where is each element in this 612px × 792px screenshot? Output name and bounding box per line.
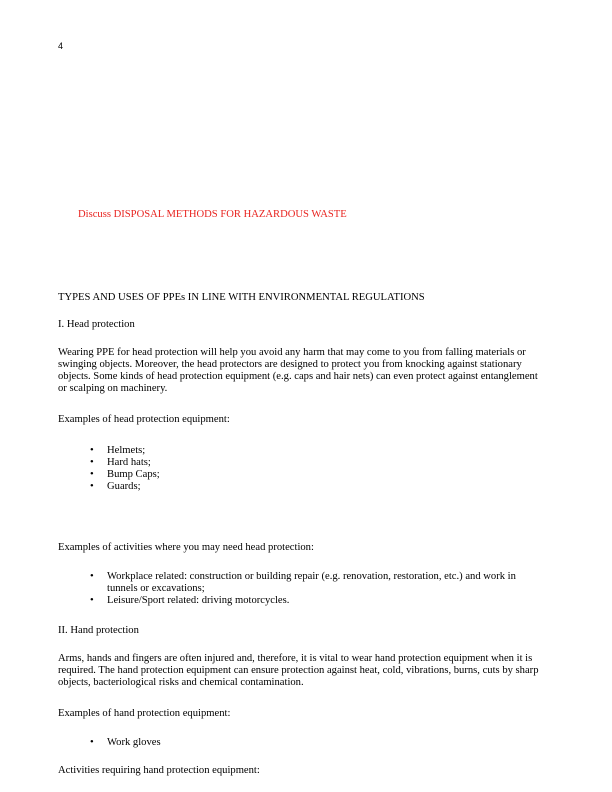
- page-number: 4: [58, 41, 64, 51]
- hand-examples-label: Examples of hand protection equipment:: [58, 708, 231, 719]
- list-item: • Work gloves: [58, 737, 547, 749]
- hand-examples-list: [58, 737, 558, 749]
- list-item: • Guards;: [58, 481, 547, 493]
- list-item: • Helmets;: [58, 445, 547, 457]
- head-activities-label: Examples of activities where you may need head protection:: [58, 542, 314, 553]
- head-examples-list: [58, 445, 558, 493]
- section-title: TYPES AND USES OF PPEs IN LINE WITH ENVIRONMENTAL REGULATIONS: [58, 292, 425, 303]
- head-activities-list: [58, 571, 558, 607]
- list-item: • Workplace related: construction or building repair (e.g. renovation, restoration, etc.) and work in tunnels or excavations;: [58, 571, 527, 595]
- hand-protection-heading: II. Hand protection: [58, 625, 139, 636]
- assignment-prompt: Discuss DISPOSAL METHODS FOR HAZARDOUS WASTE: [78, 209, 347, 220]
- head-protection-paragraph: Wearing PPE for head protection will help you avoid any harm that may come to you from falling materials or swinging objects. Moreover, the head protectors are designed to protect you from knocking against stationary objects. Some kinds of head protection equipment (e.g. caps and hair nets) can even protect against entanglement or scalping on machinery.: [58, 347, 538, 394]
- head-protection-heading: I. Head protection: [58, 319, 135, 330]
- hand-activities-label: Activities requiring hand protection equipment:: [58, 765, 260, 776]
- list-item: • Bump Caps;: [58, 469, 547, 481]
- list-item: • Leisure/Sport related: driving motorcycles.: [58, 595, 527, 607]
- hand-protection-paragraph: Arms, hands and fingers are often injured and, therefore, it is vital to wear hand protection equipment when it is required. The hand protection equipment can ensure protection against heat, cold, vibrations, burns, cuts by sharp objects, bacteriological risks and chemical contamination.: [58, 653, 539, 688]
- list-item: • Hard hats;: [58, 457, 547, 469]
- head-examples-label: Examples of head protection equipment:: [58, 414, 230, 425]
